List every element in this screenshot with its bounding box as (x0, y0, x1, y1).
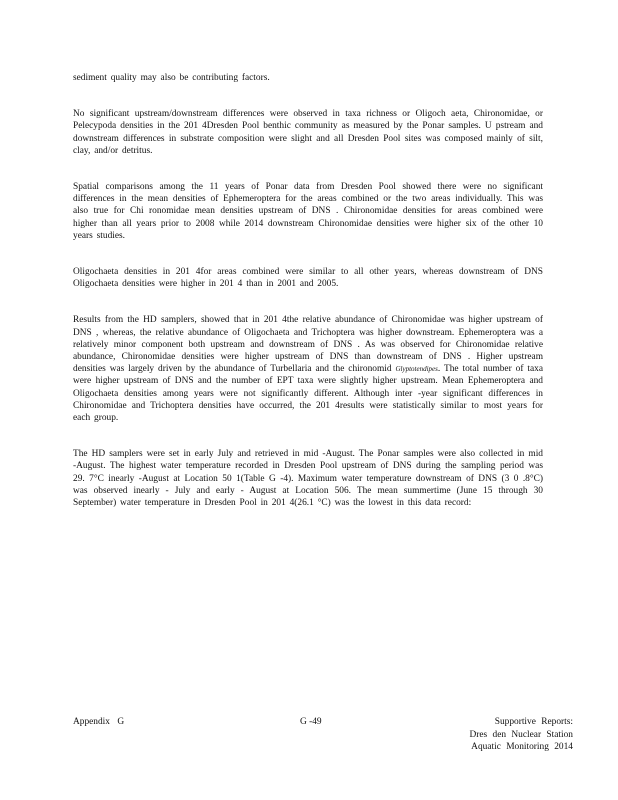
paragraph-spatial-comparisons: Spatial comparisons among the 11 years of Ponar data from Dresden Pool showed there were no significant differences in the mean densities of Ephemeroptera for the areas combined or the two areas individually. This was also true for Chi ronomidae mean densities upstream of DNS . Chironomidae densities for areas combined were higher than all years prior to 2008 while 2014 downstream Chironomidae densities were higher six of the other 10 years studies. (73, 182, 543, 241)
footer-report-line-1: Supportive Reports: (494, 717, 573, 727)
paragraph-upstream-downstream: No significant upstream/downstream differences were observed in taxa richness or Oligoch aeta, Chironomidae, or Pelecypoda densities in the 201 4Dresden Pool benthic community as measured by the Ponar samples. U pstream and downstream differences in substrate composition were slight and all Dresden Pool sites was composed mainly of silt, clay, and/or detritus. (73, 109, 543, 156)
footer-page-number: G -49 (300, 717, 322, 727)
paragraph-oligochaeta: Oligochaeta densities in 201 4for areas combined were similar to all other years, whereas downstream of DNS Oligochaeta densities were higher in 201 4 than in 2001 and 2005. (73, 267, 543, 290)
footer-appendix: Appendix G (73, 717, 125, 727)
document-body (73, 72, 543, 533)
paragraph-hd-results (73, 314, 543, 424)
paragraph-water-temperature: The HD samplers were set in early July and retrieved in mid -August. The Ponar samples were also collected in mid -August. The highest water temperature recorded in Dresden Pool upstream of DNS during the sampling period was 29. 7°C inearly -August at Location 50 1(Table G -4). Maximum water temperature downstream of DNS (3 0 .8°C) was observed inearly - July and early - August at Location 506. The mean summertime (June 15 through 30 September) water temperature in Dresden Pool in 201 4(26.1 °C) was the lowest in this data record: (73, 449, 543, 509)
footer-report-line-2: Dres den Nuclear Station (469, 729, 573, 740)
paragraph-sediment: sediment quality may also be contributing factors. (73, 73, 270, 83)
footer-report-line-3: Aquatic Monitoring 2014 (471, 742, 573, 752)
species-name: Glyptotendipes (395, 365, 438, 374)
hd-results-text-a: Results from the HD samplers, showed that in 201 4the relative abundance of Chironomidae was higher upstream of DNS , whereas, the relative abundance of Oligochaeta and Trichoptera was higher downstream. Ephemeroptera was a relatively minor component both upstream and downstream of DNS . As was observed for Chironomidae relative abundance, Chironomidae densities were higher upstream of DNS than downstream of DNS . Higher upstream densities was largely driven by the abundance of Turbellaria and the chironomid (73, 315, 543, 375)
footer-report-info (469, 716, 573, 754)
hd-results-text-b: . The total number of taxa were higher upstream of DNS and the number of EPT taxa were slightly higher upstream. Mean Ephemeroptera and Oligochaeta densities among years were not significantly different. Although inter -year significant differences in Chironomidae and Trichoptera densities have occurred, the 201 4results were statistically similar to most years for each group. (73, 364, 543, 424)
